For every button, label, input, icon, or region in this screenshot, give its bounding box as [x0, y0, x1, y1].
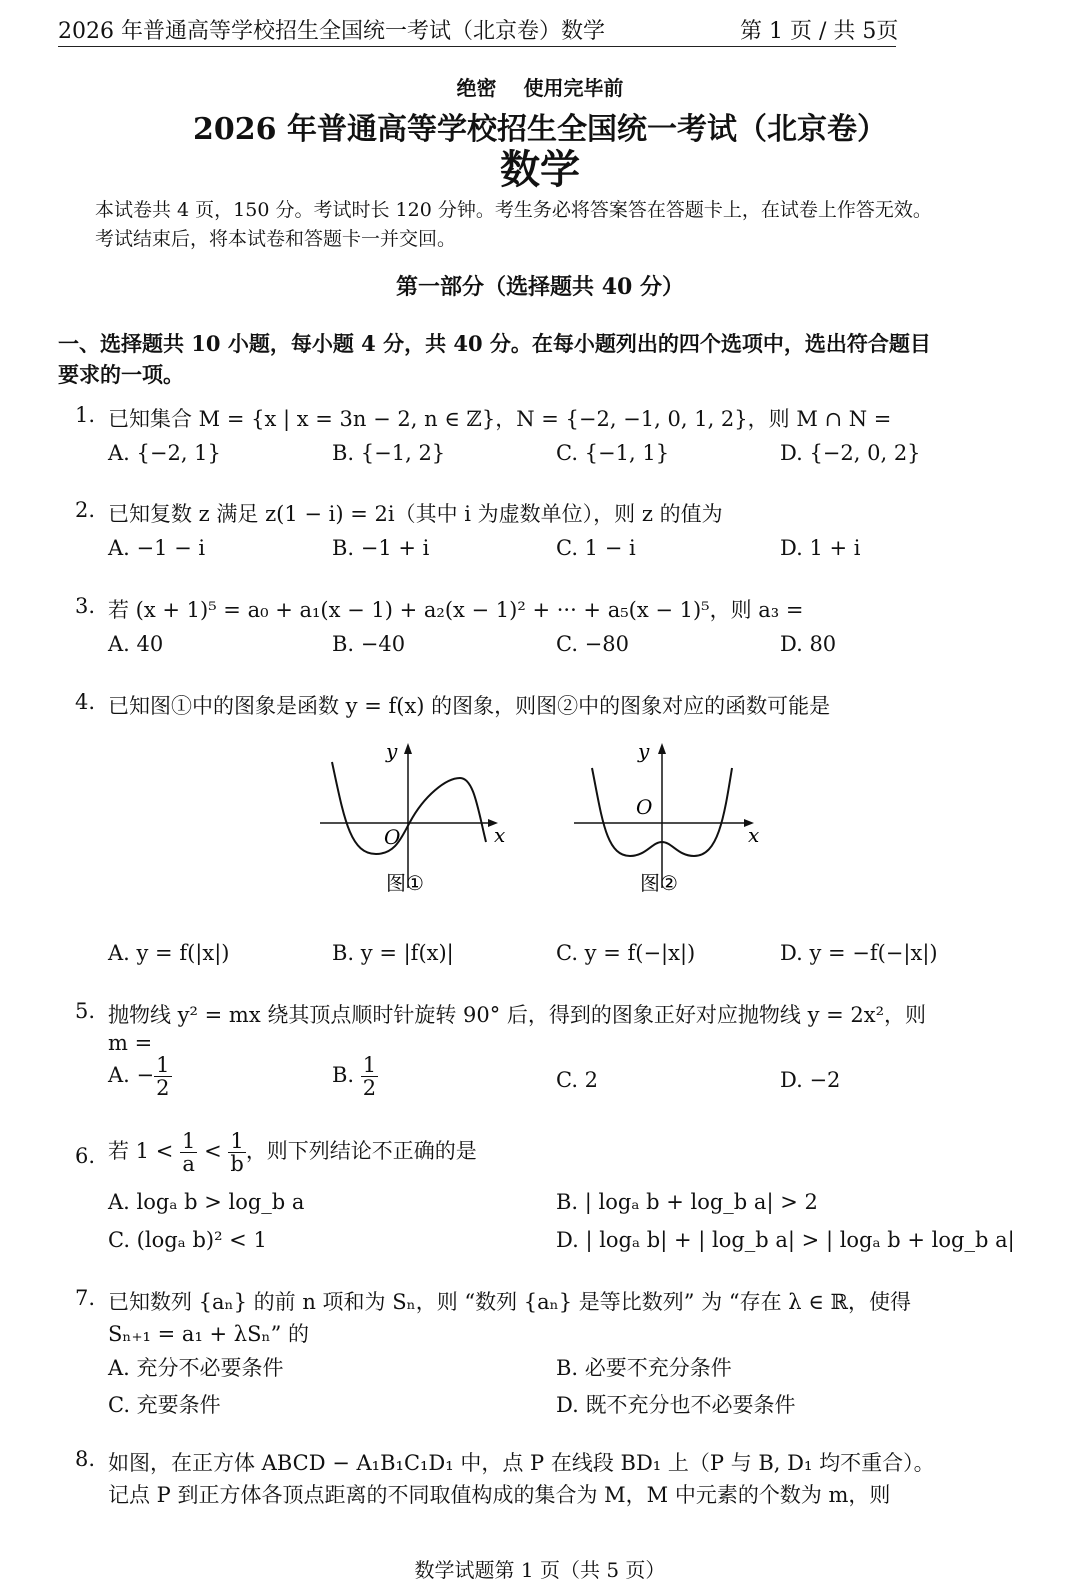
- q3-stem: 若 (x + 1)⁵ = a₀ + a₁(x − 1) + a₂(x − 1)² + ··· + a₅(x − 1)⁵，则 a₃ =: [108, 598, 804, 622]
- q2-option-c: C. 1 − i: [556, 536, 636, 560]
- q5-option-a-fraction: [154, 1054, 171, 1099]
- q6-option-b: B. | logₐ b + log_b a| > 2: [556, 1190, 818, 1214]
- fig2-y-arrow-icon: [658, 743, 666, 754]
- q5-stem: 抛物线 y² = mx 绕其顶点顺时针旋转 90° 后，得到的图象正好对应抛物线 y = 2x²，则: [108, 1003, 927, 1027]
- q6-fraction-1-over-a: [180, 1130, 197, 1175]
- fraction-numerator: 1: [156, 1053, 170, 1077]
- fig2-x-label: x: [748, 823, 760, 847]
- fraction-denominator: b: [230, 1152, 244, 1177]
- q5-option-b-fraction: [361, 1054, 378, 1099]
- fig1-y-arrow-icon: [404, 743, 412, 754]
- running-title: 2026 年普通高等学校招生全国统一考试（北京卷）数学: [58, 19, 605, 44]
- q4-option-c: C. y = f(−|x|): [556, 941, 696, 965]
- q7-option-d: D. 既不充分也不必要条件: [556, 1393, 796, 1417]
- fig1-origin-label: O: [384, 825, 401, 849]
- q6-option-a: A. logₐ b > log_b a: [108, 1190, 305, 1214]
- q5-option-a: [108, 1054, 172, 1099]
- q1-option-b: B. {−1, 2}: [332, 441, 446, 465]
- q5-option-a-prefix: A. −: [108, 1063, 155, 1088]
- q1-option-c: C. {−1, 1}: [556, 441, 670, 465]
- q6-stem-prefix: 若 1 <: [108, 1139, 174, 1164]
- q5-option-b: [332, 1054, 378, 1099]
- q7-stem: 已知数列 {aₙ} 的前 n 项和为 Sₙ，则 “数列 {aₙ} 是等比数列” 为 “存在 λ ∈ ℝ，使得: [108, 1290, 911, 1314]
- q3-option-c: C. −80: [556, 632, 629, 656]
- exam-title: 2026 年普通高等学校招生全国统一考试（北京卷）: [193, 112, 887, 147]
- fraction-denominator: a: [182, 1152, 195, 1177]
- page-footer: 数学试题第 1 页（共 5 页）: [414, 1558, 666, 1582]
- q5-stem-cont: m =: [108, 1031, 153, 1055]
- section-heading-1: 一、选择题共 10 小题，每小题 4 分，共 40 分。在每小题列出的四个选项中，选出符合题目: [58, 331, 931, 356]
- fig2-caption: 图②: [640, 871, 678, 895]
- q2-option-b: B. −1 + i: [332, 536, 430, 560]
- q1-number: 1.: [75, 403, 96, 427]
- q1-option-a: A. {−2, 1}: [108, 441, 221, 465]
- fig1-caption: 图①: [386, 871, 424, 895]
- header-rule: [58, 46, 896, 47]
- q3-option-b: B. −40: [332, 632, 406, 656]
- q5-option-c: C. 2: [556, 1068, 599, 1092]
- part-heading: 第一部分（选择题共 40 分）: [396, 274, 684, 300]
- q8-stem-cont: 记点 P 到正方体各顶点距离的不同取值构成的集合为 M，M 中元素的个数为 m，则: [108, 1483, 891, 1507]
- q5-option-b-prefix: B.: [332, 1063, 361, 1088]
- q6-option-d: D. | logₐ b| + | log_b a| > | logₐ b + log_b a|: [556, 1228, 1015, 1252]
- q5-option-d: D. −2: [780, 1068, 841, 1092]
- fig2-origin-label: O: [636, 795, 653, 819]
- q1-stem: 已知集合 M = {x | x = 3n − 2, n ∈ ℤ}，N = {−2, −1, 0, 1, 2}，则 M ∩ N =: [108, 407, 892, 431]
- q4-number: 4.: [75, 690, 96, 714]
- q2-number: 2.: [75, 498, 96, 522]
- fig2-y-label: y: [638, 739, 650, 763]
- q4-stem: 已知图①中的图象是函数 y = f(x) 的图象，则图②中的图象对应的函数可能是: [108, 694, 831, 718]
- intro-line-2: 考试结束后，将本试卷和答题卡一并交回。: [95, 228, 457, 250]
- fraction-denominator: 2: [362, 1076, 377, 1101]
- q4-option-d: D. y = −f(−|x|): [780, 941, 938, 965]
- figure-1-graph: [318, 738, 518, 900]
- q2-stem: 已知复数 z 满足 z(1 − i) = 2i（其中 i 为虚数单位），则 z 的值为: [108, 502, 723, 526]
- fig1-y-label: y: [386, 739, 398, 763]
- fig1-curve: [332, 762, 486, 854]
- figure-2-graph: [572, 738, 772, 900]
- q8-number: 8.: [75, 1447, 96, 1471]
- q4-option-a: A. y = f(|x|): [108, 941, 230, 965]
- q6-fraction-1-over-b: [228, 1130, 245, 1175]
- q7-option-a: A. 充分不必要条件: [108, 1356, 284, 1380]
- q3-option-d: D. 80: [780, 632, 837, 656]
- q6-number: 6.: [75, 1144, 96, 1168]
- fig1-x-label: x: [494, 823, 506, 847]
- q2-option-d: D. 1 + i: [780, 536, 861, 560]
- q7-stem-cont: Sₙ₊₁ = a₁ + λSₙ” 的: [108, 1322, 309, 1346]
- q3-number: 3.: [75, 594, 96, 618]
- subject-title: 数学: [500, 146, 580, 193]
- q8-stem: 如图，在正方体 ABCD − A₁B₁C₁D₁ 中，点 P 在线段 BD₁ 上（P 与 B, D₁ 均不重合）。: [108, 1451, 935, 1475]
- q7-number: 7.: [75, 1286, 96, 1310]
- q3-option-a: A. 40: [108, 632, 164, 656]
- fraction-numerator: 1: [228, 1130, 245, 1153]
- q6-stem-mid: <: [204, 1139, 222, 1164]
- q6-stem: [108, 1130, 477, 1175]
- q6-stem-suffix: ，则下列结论不正确的是: [245, 1139, 477, 1164]
- q1-option-d: D. {−2, 0, 2}: [780, 441, 921, 465]
- section-heading-2: 要求的一项。: [58, 362, 184, 387]
- q4-option-b: B. y = |f(x)|: [332, 941, 454, 965]
- intro-line-1: 本试卷共 4 页，150 分。考试时长 120 分钟。考生务必将答案答在答题卡上，在试卷上作答无效。: [95, 199, 932, 221]
- page-label: 第 1 页 / 共 5页: [740, 19, 899, 44]
- q2-option-a: A. −1 − i: [108, 536, 206, 560]
- fraction-denominator: 2: [156, 1076, 170, 1101]
- q5-number: 5.: [75, 999, 96, 1023]
- q7-option-b: B. 必要不充分条件: [556, 1356, 732, 1380]
- secret-mark: 绝密 使用完毕前: [456, 76, 624, 100]
- fraction-numerator: 1: [362, 1053, 377, 1077]
- q7-option-c: C. 充要条件: [108, 1393, 221, 1417]
- fraction-numerator: 1: [182, 1129, 196, 1153]
- q6-option-c: C. (logₐ b)² < 1: [108, 1228, 267, 1252]
